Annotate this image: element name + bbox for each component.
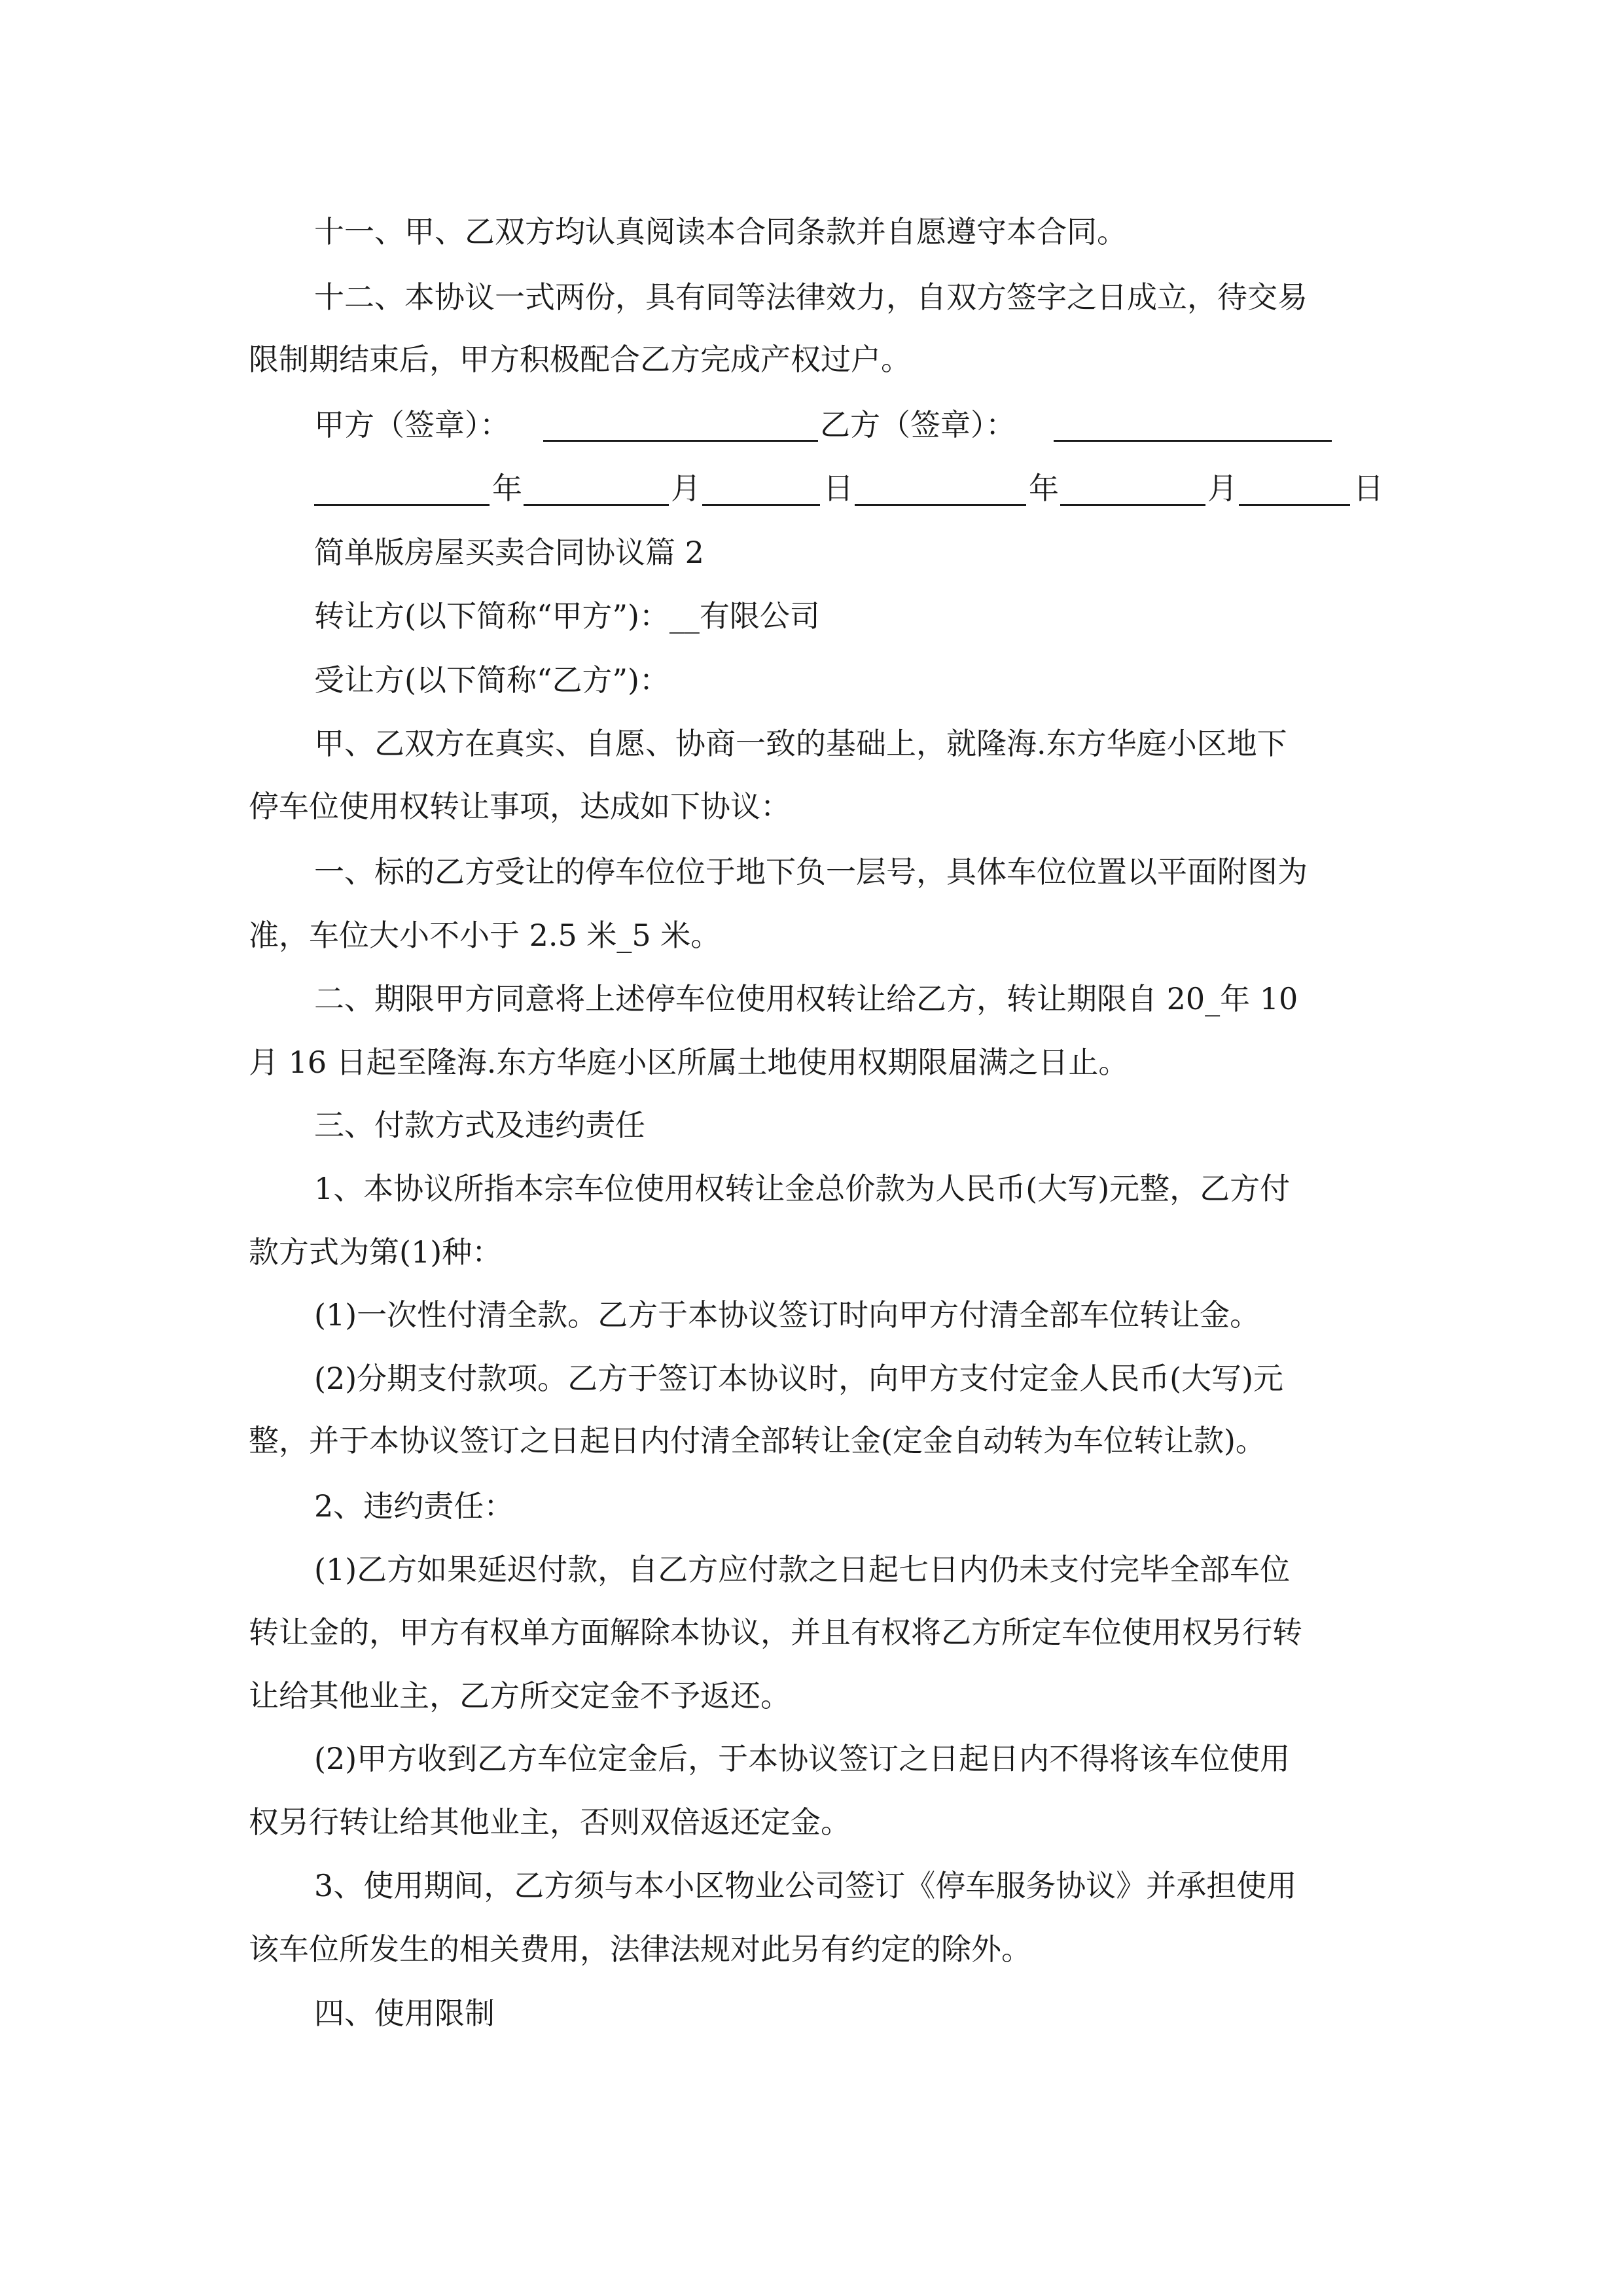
paragraph-line: (2)分期支付款项。乙方于签订本协议时，向甲方支付定金人民币(大写)元 [314, 1361, 1284, 1396]
paragraph-line: 款方式为第(1)种： [249, 1234, 503, 1270]
paragraph-line: 权另行转让给其他业主，否则双倍返还定金。 [249, 1804, 851, 1840]
paragraph-line: 整，并于本协议签订之日起日内付清全部转让金(定金自动转为车位转让款)。 [249, 1423, 1266, 1458]
paragraph-line: 受让方(以下简称“乙方”)： [314, 662, 669, 698]
paragraph-line: (1)乙方如果延迟付款，自乙方应付款之日起七日内仍未支付完毕全部车位 [314, 1552, 1291, 1587]
paragraph-line: 该车位所发生的相关费用，法律法规对此另有约定的除外。 [249, 1931, 1031, 1967]
paragraph-line: 三、付款方式及违约责任 [314, 1107, 645, 1143]
clause-12-line-2: 限制期结束后，甲方积极配合乙方完成产权过户。 [249, 342, 911, 377]
party-b-signature-label: 乙方（签章）： [820, 407, 1016, 442]
paragraph-line: 一、标的乙方受让的停车位位于地下负一层号，具体车位位置以平面附图为 [314, 854, 1308, 889]
party-b-month-label: 月 [1207, 471, 1238, 506]
party-b-signature-line [1054, 440, 1332, 442]
paragraph-line: 甲、乙双方在真实、自愿、协商一致的基础上，就隆海.东方华庭小区地下 [314, 726, 1287, 761]
party-b-year-label: 年 [1029, 471, 1059, 506]
party-a-day-label: 日 [823, 471, 853, 506]
party-a-month-line [524, 504, 669, 506]
party-a-signature-line [543, 440, 818, 442]
party-b-year-line [855, 504, 1026, 506]
paragraph-line: (2)甲方收到乙方车位定金后，于本协议签订之日起日内不得将该车位使用 [314, 1741, 1291, 1776]
paragraph-line: 二、期限甲方同意将上述停车位使用权转让给乙方，转让期限自 20_年 10 [314, 981, 1298, 1016]
party-a-month-label: 月 [671, 471, 701, 506]
paragraph-line: 3、使用期间，乙方须与本小区物业公司签订《停车服务协议》并承担使用 [314, 1868, 1297, 1903]
clause-12-line-1: 十二、本协议一式两份，具有同等法律效力，自双方签字之日成立，待交易 [314, 279, 1308, 315]
party-a-year-line [314, 504, 490, 506]
party-b-day-line [1239, 504, 1350, 506]
paragraph-line: 月 16 日起至隆海.东方华庭小区所属土地使用权期限届满之日止。 [249, 1045, 1129, 1080]
paragraph-line: (1)一次性付清全款。乙方于本协议签订时向甲方付清全部车位转让金。 [314, 1297, 1260, 1333]
party-b-month-line [1060, 504, 1205, 506]
paragraph-line: 转让金的，甲方有权单方面解除本协议，并且有权将乙方所定车位使用权另行转 [249, 1615, 1302, 1650]
paragraph-line: 让给其他业主，乙方所交定金不予返还。 [249, 1678, 791, 1713]
clause-11: 十一、甲、乙双方均认真阅读本合同条款并自愿遵守本合同。 [314, 214, 1127, 249]
party-a-signature-label: 甲方（签章）： [314, 407, 510, 442]
paragraph-line: 停车位使用权转让事项，达成如下协议： [249, 789, 791, 824]
paragraph-line: 转让方(以下简称“甲方”)：__有限公司 [314, 598, 820, 634]
paragraph-line: 准，车位大小不小于 2.5 米_5 米。 [249, 918, 721, 953]
party-a-year-label: 年 [492, 471, 522, 506]
party-b-day-label: 日 [1353, 471, 1383, 506]
paragraph-line: 1、本协议所指本宗车位使用权转让金总价款为人民币(大写)元整，乙方付 [314, 1171, 1291, 1206]
paragraph-line: 2、违约责任： [314, 1488, 514, 1524]
party-a-day-line [702, 504, 820, 506]
paragraph-line: 四、使用限制 [314, 1996, 495, 2031]
section-title: 简单版房屋买卖合同协议篇 2 [314, 535, 704, 570]
